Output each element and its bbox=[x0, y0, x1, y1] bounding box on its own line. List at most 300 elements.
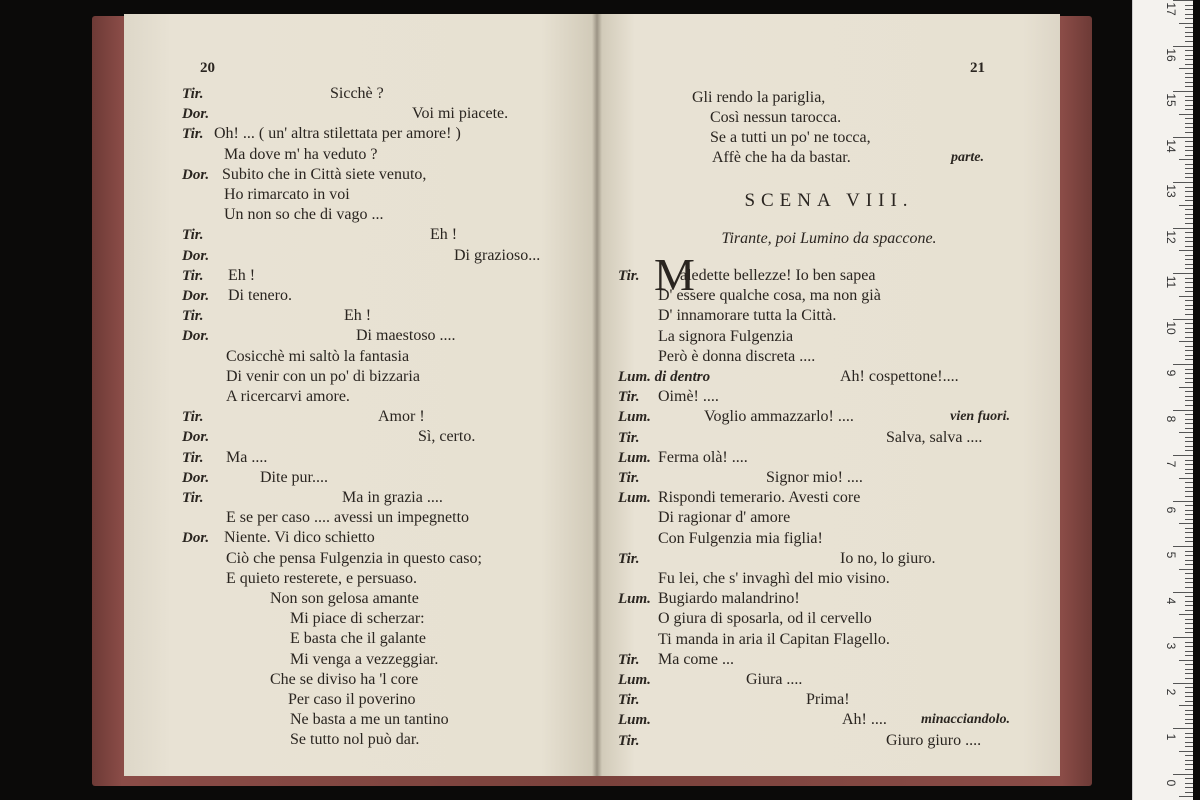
ruler-tick bbox=[1185, 678, 1193, 679]
ruler-tick bbox=[1185, 723, 1193, 724]
line-text: Ah! cospettone!.... bbox=[840, 368, 959, 385]
ruler-tick bbox=[1185, 77, 1193, 78]
line-text: Ferma olà! .... bbox=[658, 448, 748, 466]
text-line bbox=[124, 549, 598, 569]
ruler-tick bbox=[1179, 523, 1193, 524]
text-line bbox=[598, 306, 1060, 326]
ruler-tick bbox=[1185, 332, 1193, 333]
left-page bbox=[124, 14, 598, 776]
text-line bbox=[598, 286, 1060, 306]
ruler-label: 11 bbox=[1164, 275, 1178, 289]
line-text: Dite pur.... bbox=[260, 468, 328, 486]
text-line bbox=[598, 266, 1060, 286]
ruler-tick bbox=[1185, 86, 1193, 87]
text-line bbox=[124, 569, 598, 589]
line-text: D' essere qualche cosa, ma non già bbox=[658, 287, 881, 305]
speaker-label: Lum. bbox=[618, 712, 651, 729]
ruler-tick bbox=[1185, 32, 1193, 33]
text-line bbox=[124, 468, 598, 488]
line-text: Prima! bbox=[806, 691, 850, 709]
speaker-label: Dor. bbox=[182, 288, 210, 304]
line-text: Così nessun tarocca. bbox=[710, 109, 842, 126]
line-text: Per caso il poverino bbox=[288, 691, 416, 708]
ruler-tick bbox=[1185, 696, 1193, 697]
ruler-tick bbox=[1185, 369, 1193, 370]
line-text: Ne basta a me un tantino bbox=[290, 711, 449, 729]
stage-note: vien fuori. bbox=[950, 409, 1010, 425]
ruler-tick bbox=[1185, 218, 1193, 219]
ruler-label: 1 bbox=[1164, 733, 1178, 741]
ruler-tick bbox=[1185, 505, 1193, 506]
line-text: Giuro giuro .... bbox=[886, 731, 982, 749]
ruler-tick bbox=[1185, 532, 1193, 533]
text-line bbox=[124, 326, 598, 346]
speaker-label: Dor. bbox=[182, 106, 210, 123]
text-line bbox=[124, 165, 598, 185]
ruler-tick bbox=[1185, 742, 1193, 743]
ruler-tick bbox=[1185, 123, 1193, 124]
line-text: Di venir con un po' di bizzaria bbox=[226, 367, 420, 385]
ruler-tick bbox=[1185, 59, 1193, 60]
line-text: E basta che il galante bbox=[290, 630, 426, 648]
text-line bbox=[598, 468, 1060, 488]
ruler-label: 14 bbox=[1164, 138, 1178, 153]
line-text: Di tenero. bbox=[228, 287, 292, 304]
line-text: O giura di sposarla, od il cervello bbox=[658, 610, 872, 628]
text-line bbox=[124, 690, 598, 710]
ruler-tick bbox=[1185, 82, 1193, 83]
ruler-label: 2 bbox=[1164, 688, 1178, 695]
ruler-tick bbox=[1185, 246, 1193, 247]
ruler-label: 8 bbox=[1164, 415, 1178, 422]
speaker-label: Lum. bbox=[618, 672, 651, 688]
ruler-tick bbox=[1185, 491, 1193, 492]
ruler-tick bbox=[1185, 187, 1193, 188]
speaker-label: Tir. bbox=[618, 692, 640, 709]
ruler-tick bbox=[1185, 537, 1193, 538]
ruler-tick bbox=[1179, 341, 1193, 342]
ruler-tick bbox=[1185, 587, 1193, 588]
text-line bbox=[124, 528, 598, 548]
ruler-tick bbox=[1185, 141, 1193, 142]
ruler-label: 10 bbox=[1164, 320, 1178, 335]
ruler-tick bbox=[1185, 510, 1193, 511]
line-text: aledette bellezze! Io ben sapea bbox=[680, 267, 876, 284]
ruler-tick bbox=[1185, 373, 1193, 374]
line-text: Ma dove m' ha veduto ? bbox=[224, 145, 378, 163]
ruler-tick bbox=[1185, 664, 1193, 665]
ruler-tick bbox=[1185, 755, 1193, 756]
ruler-tick bbox=[1185, 783, 1193, 784]
ruler-tick bbox=[1185, 446, 1193, 447]
line-text: Non son gelosa amante bbox=[270, 590, 419, 607]
ruler-tick bbox=[1185, 555, 1193, 556]
ruler-tick bbox=[1185, 241, 1193, 242]
ruler-tick bbox=[1185, 578, 1193, 579]
speaker-label: Lum. di dentro bbox=[618, 369, 711, 385]
ruler-tick bbox=[1179, 68, 1193, 69]
ruler-tick bbox=[1185, 36, 1193, 37]
ruler-tick bbox=[1185, 73, 1193, 74]
ruler-tick bbox=[1185, 769, 1193, 770]
line-text: Gli rendo la pariglia, bbox=[692, 89, 826, 106]
speaker-label: Tir. bbox=[618, 550, 640, 567]
ruler-tick bbox=[1185, 14, 1193, 15]
ruler-tick bbox=[1185, 255, 1193, 256]
ruler-tick bbox=[1185, 41, 1193, 42]
ruler-tick bbox=[1185, 764, 1193, 765]
ruler-tick bbox=[1185, 18, 1193, 19]
line-text: Ciò che pensa Fulgenzia in questo caso; bbox=[226, 549, 482, 567]
text-line bbox=[124, 508, 598, 528]
text-line bbox=[124, 367, 598, 387]
line-text: Amor ! bbox=[378, 408, 425, 426]
ruler-tick bbox=[1185, 359, 1193, 360]
text-line bbox=[598, 589, 1060, 609]
ruler-tick bbox=[1185, 619, 1193, 620]
line-text: E quieto resterete, e persuaso. bbox=[226, 569, 418, 587]
ruler-tick bbox=[1185, 223, 1193, 224]
ruler-tick bbox=[1185, 487, 1193, 488]
ruler-tick bbox=[1185, 27, 1193, 28]
text-line bbox=[124, 286, 598, 306]
ruler-tick bbox=[1185, 109, 1193, 110]
ruler-label: 9 bbox=[1164, 369, 1178, 377]
speaker-label: Tir. bbox=[182, 490, 204, 506]
line-text: Ah! .... bbox=[842, 711, 887, 729]
book-gutter bbox=[592, 14, 602, 776]
text-line bbox=[598, 407, 1060, 427]
ruler-label: 13 bbox=[1164, 184, 1178, 198]
ruler-tick bbox=[1185, 601, 1193, 602]
ruler-tick bbox=[1185, 168, 1193, 169]
ruler-tick bbox=[1185, 309, 1193, 310]
text-line bbox=[598, 650, 1060, 670]
ruler-tick bbox=[1185, 5, 1193, 6]
ruler-tick bbox=[1185, 419, 1193, 420]
ruler-tick bbox=[1185, 164, 1193, 165]
line-text: Eh ! bbox=[228, 266, 256, 284]
ruler-tick bbox=[1185, 423, 1193, 424]
line-text: Ma in grazia .... bbox=[342, 489, 443, 506]
ruler-tick bbox=[1185, 132, 1193, 133]
ruler-tick bbox=[1185, 173, 1193, 174]
ruler-tick bbox=[1185, 105, 1193, 106]
line-text: Voi mi piacete. bbox=[412, 105, 509, 123]
ruler-label: 4 bbox=[1164, 597, 1178, 604]
ruler-label: 3 bbox=[1164, 642, 1178, 650]
ruler-tick bbox=[1185, 560, 1193, 561]
text-line bbox=[124, 710, 598, 730]
text-line bbox=[598, 128, 1060, 148]
ruler-tick bbox=[1179, 660, 1193, 661]
ruler-tick bbox=[1185, 96, 1193, 97]
ruler-tick bbox=[1185, 760, 1193, 761]
line-text: Io no, lo giuro. bbox=[840, 549, 936, 567]
text-line bbox=[598, 428, 1060, 448]
ruler-tick bbox=[1185, 64, 1193, 65]
line-text: Ti manda in aria il Capitan Flagello. bbox=[658, 630, 890, 648]
ruler-tick bbox=[1185, 496, 1193, 497]
ruler-label: 5 bbox=[1164, 551, 1178, 559]
ruler-tick bbox=[1185, 214, 1193, 215]
text-line bbox=[598, 327, 1060, 347]
text-line bbox=[124, 629, 598, 649]
ruler-tick bbox=[1185, 177, 1193, 178]
ruler-tick bbox=[1185, 541, 1193, 542]
speaker-label: Dor. bbox=[182, 328, 210, 345]
ruler-tick bbox=[1179, 114, 1193, 115]
text-line bbox=[598, 710, 1060, 730]
ruler-tick bbox=[1185, 746, 1193, 747]
ruler-tick bbox=[1185, 150, 1193, 151]
text-line bbox=[124, 730, 598, 750]
speaker-label: Lum. bbox=[618, 490, 651, 507]
text-line bbox=[124, 488, 598, 508]
ruler-tick bbox=[1185, 719, 1193, 720]
speaker-label: Tir. bbox=[618, 389, 640, 406]
line-text: Sicchè ? bbox=[330, 85, 384, 102]
line-text: Un non so che di vago ... bbox=[224, 206, 384, 224]
line-text: Di ragionar d' amore bbox=[658, 509, 791, 527]
ruler-tick bbox=[1185, 632, 1193, 633]
text-line bbox=[598, 367, 1060, 387]
line-text: Ma come ... bbox=[658, 650, 734, 668]
ruler-label: 6 bbox=[1164, 506, 1178, 513]
line-text: Oh! ... ( un' altra stilettata per amore! ) bbox=[214, 125, 461, 143]
ruler-tick bbox=[1185, 582, 1193, 583]
ruler-tick bbox=[1185, 300, 1193, 301]
ruler-tick bbox=[1185, 687, 1193, 688]
text-line bbox=[598, 508, 1060, 528]
ruler-tick bbox=[1185, 605, 1193, 606]
drop-cap: M bbox=[654, 249, 695, 300]
ruler-tick bbox=[1185, 378, 1193, 379]
ruler-label: 0 bbox=[1164, 779, 1178, 786]
text-line bbox=[598, 387, 1060, 407]
ruler-tick bbox=[1185, 9, 1193, 10]
speaker-label: Tir. bbox=[182, 308, 204, 325]
stage-note: minacciandolo. bbox=[920, 712, 1010, 728]
speaker-label: Lum. bbox=[618, 449, 651, 466]
ruler-tick bbox=[1185, 346, 1193, 347]
text-line bbox=[598, 88, 1060, 108]
page-number: 20 bbox=[200, 60, 215, 76]
text-line bbox=[124, 589, 598, 609]
line-text: Però è donna discreta .... bbox=[658, 347, 816, 365]
line-text: Fu lei, che s' invaghì del mio visino. bbox=[658, 570, 890, 587]
text-line bbox=[124, 246, 598, 266]
speaker-label: Lum. bbox=[618, 591, 651, 608]
ruler-tick bbox=[1185, 733, 1193, 734]
text-line bbox=[598, 731, 1060, 751]
ruler-tick bbox=[1179, 159, 1193, 160]
line-text: Sì, certo. bbox=[418, 428, 476, 446]
ruler-tick bbox=[1179, 250, 1193, 251]
scene-heading: SCENA VIII. bbox=[744, 190, 914, 211]
speaker-label: Tir. bbox=[618, 429, 640, 446]
ruler-tick bbox=[1185, 118, 1193, 119]
line-text: Ma .... bbox=[226, 448, 268, 466]
ruler-tick bbox=[1185, 382, 1193, 383]
speaker-label: Tir. bbox=[182, 126, 204, 143]
ruler-tick bbox=[1185, 328, 1193, 329]
text-line bbox=[598, 108, 1060, 128]
text-line bbox=[124, 205, 598, 225]
ruler-tick bbox=[1185, 314, 1193, 315]
ruler-tick bbox=[1185, 450, 1193, 451]
ruler-tick bbox=[1185, 787, 1193, 788]
line-text: E se per caso .... avessi un impegnetto bbox=[226, 509, 470, 527]
text-line bbox=[124, 387, 598, 407]
ruler-tick bbox=[1185, 268, 1193, 269]
text-line bbox=[124, 650, 598, 670]
line-text: Eh ! bbox=[430, 226, 458, 244]
ruler-label: 16 bbox=[1164, 47, 1178, 62]
speaker-label: Tir. bbox=[182, 449, 204, 466]
line-text: Con Fulgenzia mia figlia! bbox=[658, 529, 823, 547]
line-text: Niente. Vi dico schietto bbox=[224, 529, 375, 547]
ruler-tick bbox=[1185, 355, 1193, 356]
ruler-tick bbox=[1185, 610, 1193, 611]
ruler-tick bbox=[1185, 646, 1193, 647]
line-text: Se tutto nol può dar. bbox=[290, 731, 420, 749]
text-line bbox=[598, 549, 1060, 569]
text-line bbox=[124, 407, 598, 427]
ruler-label: 15 bbox=[1164, 93, 1178, 107]
ruler-tick bbox=[1185, 200, 1193, 201]
ruler-tick bbox=[1185, 464, 1193, 465]
text-line bbox=[598, 488, 1060, 508]
ruler-tick bbox=[1185, 146, 1193, 147]
speaker-label: Dor. bbox=[182, 429, 210, 446]
speaker-label: Tir. bbox=[618, 651, 640, 668]
line-text: Ho rimarcato in voi bbox=[224, 186, 350, 203]
measuring-ruler bbox=[1132, 0, 1193, 800]
speaker-label: Tir. bbox=[182, 267, 204, 284]
line-text: Oimè! .... bbox=[658, 388, 719, 406]
ruler-tick bbox=[1185, 551, 1193, 552]
line-text: Di grazioso... bbox=[454, 246, 541, 264]
text-line bbox=[598, 529, 1060, 549]
ruler-tick bbox=[1179, 23, 1193, 24]
ruler-tick bbox=[1185, 564, 1193, 565]
speaker-label: Lum. bbox=[618, 409, 651, 426]
line-text: Rispondi temerario. Avesti core bbox=[658, 489, 861, 507]
text-line bbox=[124, 104, 598, 124]
text-line bbox=[598, 630, 1060, 650]
line-text: Giura .... bbox=[746, 671, 803, 688]
speaker-label: Tir. bbox=[182, 409, 204, 426]
ruler-tick bbox=[1179, 569, 1193, 570]
ruler-tick bbox=[1185, 710, 1193, 711]
ruler-tick bbox=[1179, 296, 1193, 297]
ruler-tick bbox=[1185, 623, 1193, 624]
ruler-tick bbox=[1185, 514, 1193, 515]
ruler-tick bbox=[1185, 692, 1193, 693]
speaker-label: Dor. bbox=[182, 247, 210, 264]
ruler-tick bbox=[1185, 528, 1193, 529]
line-text: D' innamorare tutta la Città. bbox=[658, 307, 837, 325]
ruler-tick bbox=[1185, 701, 1193, 702]
ruler-tick bbox=[1185, 209, 1193, 210]
text-line bbox=[124, 266, 598, 286]
ruler-tick bbox=[1185, 191, 1193, 192]
speaker-label: Tir. bbox=[618, 470, 640, 486]
ruler-tick bbox=[1179, 205, 1193, 206]
line-text: Signor mio! .... bbox=[766, 469, 863, 486]
ruler-tick bbox=[1185, 428, 1193, 429]
ruler-tick bbox=[1179, 432, 1193, 433]
ruler-tick bbox=[1185, 100, 1193, 101]
text-line bbox=[124, 145, 598, 165]
line-text: Di maestoso .... bbox=[356, 327, 456, 345]
ruler-tick bbox=[1185, 441, 1193, 442]
ruler-tick bbox=[1185, 469, 1193, 470]
ruler-tick bbox=[1185, 232, 1193, 233]
line-text: Che se diviso ha 'l core bbox=[270, 670, 419, 688]
text-line bbox=[598, 148, 1060, 168]
ruler-tick bbox=[1179, 478, 1193, 479]
line-text: Voglio ammazzarlo! .... bbox=[704, 408, 854, 426]
ruler-tick bbox=[1185, 337, 1193, 338]
ruler-tick bbox=[1185, 291, 1193, 292]
stage-note: parte. bbox=[950, 150, 984, 165]
ruler-tick bbox=[1185, 642, 1193, 643]
ruler-label: 17 bbox=[1164, 2, 1178, 16]
text-line bbox=[598, 569, 1060, 589]
ruler-tick bbox=[1185, 628, 1193, 629]
line-text: Eh ! bbox=[344, 307, 372, 325]
line-text: Mi venga a vezzeggiar. bbox=[290, 650, 439, 668]
text-line bbox=[124, 670, 598, 690]
line-text: La signora Fulgenzia bbox=[658, 327, 794, 345]
text-line bbox=[598, 609, 1060, 629]
ruler-tick bbox=[1185, 196, 1193, 197]
ruler-tick bbox=[1185, 673, 1193, 674]
speaker-label: Tir. bbox=[182, 86, 204, 102]
line-text: Affè che ha da bastar. bbox=[712, 149, 851, 166]
speaker-label: Dor. bbox=[182, 469, 210, 486]
speaker-label: Tir. bbox=[618, 268, 640, 284]
ruler-tick bbox=[1185, 714, 1193, 715]
text-line bbox=[124, 185, 598, 205]
text-line bbox=[124, 306, 598, 326]
page-number: 21 bbox=[970, 60, 985, 76]
ruler-tick bbox=[1185, 669, 1193, 670]
line-text: Mi piace di scherzar: bbox=[290, 610, 425, 628]
line-text: Se a tutti un po' ne tocca, bbox=[710, 129, 871, 146]
ruler-tick bbox=[1185, 396, 1193, 397]
ruler-tick bbox=[1185, 391, 1193, 392]
ruler-tick bbox=[1185, 792, 1193, 793]
text-line bbox=[124, 84, 598, 104]
ruler-tick bbox=[1185, 596, 1193, 597]
text-line bbox=[598, 670, 1060, 690]
text-line bbox=[598, 448, 1060, 468]
line-text: A ricercarvi amore. bbox=[226, 388, 350, 405]
ruler-tick bbox=[1185, 651, 1193, 652]
ruler-label: 7 bbox=[1164, 460, 1178, 468]
text-line bbox=[124, 427, 598, 447]
speaker-label: Tir. bbox=[182, 227, 204, 244]
ruler-tick bbox=[1185, 737, 1193, 738]
text-line bbox=[124, 609, 598, 629]
ruler-tick bbox=[1185, 519, 1193, 520]
ruler-tick bbox=[1185, 55, 1193, 56]
ruler-tick bbox=[1185, 278, 1193, 279]
text-line bbox=[124, 347, 598, 367]
